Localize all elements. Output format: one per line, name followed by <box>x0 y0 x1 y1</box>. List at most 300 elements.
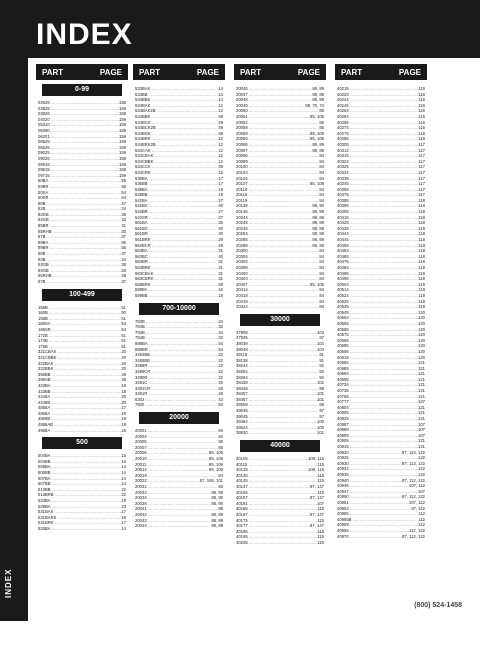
page-reference: 40 <box>218 253 223 259</box>
page-reference: 85, 106 <box>310 281 324 287</box>
part-number: 04020 ..... <box>38 117 119 123</box>
part-number: 40965 ..... <box>337 528 409 534</box>
part-number: 563CBAK ..... <box>135 271 218 277</box>
part-number: 534BBK ..... <box>135 114 218 120</box>
page-reference: 88, 89 <box>211 523 223 529</box>
part-number: 20303 ..... <box>236 259 319 265</box>
part-number: 784B ..... <box>135 324 218 330</box>
part-number: 37935 ..... <box>236 335 319 341</box>
page-reference: 84 <box>319 175 324 181</box>
page-reference: 117 <box>418 141 425 147</box>
page-reference: 88, 89 <box>312 220 324 226</box>
page-reference: 15 <box>121 458 126 464</box>
page-reference: 16 <box>121 427 126 433</box>
page-reference: 88, 89 <box>312 86 324 91</box>
page-reference: 51 <box>121 304 126 310</box>
part-number: 3483BB ..... <box>135 352 218 358</box>
part-number: 40254 ..... <box>337 108 418 114</box>
part-number: 40565 ..... <box>337 327 418 333</box>
page-reference: 48 <box>121 371 126 377</box>
part-number: 40495 ..... <box>337 276 418 282</box>
part-number: 20067 ..... <box>236 148 312 154</box>
page-reference: 15 <box>121 453 126 459</box>
part-number: 40555 ..... <box>337 321 418 327</box>
page-reference: 118 <box>418 225 425 231</box>
index-row <box>133 293 225 299</box>
part-number: 20265 ..... <box>236 237 312 243</box>
part-number: 534CAK ..... <box>135 148 218 154</box>
page-reference: 87, 113, 122 <box>402 460 425 466</box>
page-reference: 109, 115 <box>308 456 324 462</box>
part-number: 40950 ..... <box>337 494 402 500</box>
part-number: 40395 ..... <box>337 203 418 209</box>
page-reference: 85, 106 <box>209 456 223 462</box>
index-column <box>133 64 225 529</box>
part-number: 20246 ..... <box>236 226 312 232</box>
page-reference: 85 <box>319 125 324 131</box>
page-reference: 87, 147 <box>310 511 324 517</box>
part-number: 92B ..... <box>38 257 121 263</box>
part-number: 40155 ..... <box>236 490 317 496</box>
part-number: 06526 ..... <box>38 145 119 151</box>
part-number: 7500 ..... <box>135 402 218 408</box>
part-number: 534BRK2B ..... <box>135 142 218 148</box>
part-number: 396SB ..... <box>38 377 121 383</box>
page-reference: 31 <box>218 265 223 270</box>
part-number: 40485 ..... <box>337 271 418 277</box>
part-number: 40685 ..... <box>337 366 418 372</box>
part-number: 321CBBK ..... <box>38 355 121 361</box>
page-reference: 54 <box>121 189 126 195</box>
page-reference: 54 <box>121 326 126 332</box>
part-number: 3490CR ..... <box>135 369 218 375</box>
page-reference: 31 <box>218 270 223 276</box>
part-number: 95RHB ..... <box>38 273 121 279</box>
part-number: 794B ..... <box>135 335 218 341</box>
part-number: 20005 ..... <box>135 439 218 445</box>
page-reference: 159 <box>119 133 126 139</box>
part-number: 40315 ..... <box>337 153 418 159</box>
page-reference: 88, 90 <box>211 489 223 495</box>
page-reference: 55 <box>121 183 126 189</box>
part-number: 20424 ..... <box>236 304 319 310</box>
index-column <box>234 64 326 546</box>
part-number: 20104 ..... <box>236 176 319 182</box>
page-reference: 84 <box>319 169 324 175</box>
page-title: INDEX <box>36 18 133 51</box>
page-reference: 101 <box>317 391 324 397</box>
page-reference: 118 <box>418 253 425 259</box>
part-number: 40887 ..... <box>337 422 418 428</box>
column-header-part: PART <box>42 67 64 77</box>
part-number: 85BR ..... <box>38 223 121 229</box>
section-header: 100-499 <box>42 289 122 301</box>
page-reference: 30 <box>218 281 223 287</box>
page-reference: 85, 106 <box>209 450 223 456</box>
index-column <box>36 64 128 532</box>
page-reference: 116 <box>418 125 425 131</box>
page-reference: 28 <box>121 273 126 279</box>
page-reference: 159 <box>119 116 126 122</box>
column-header-part: PART <box>240 67 262 77</box>
part-number: 534BCK2B ..... <box>135 125 218 131</box>
page-reference: 49 <box>218 119 223 125</box>
page-reference: 88, 89 <box>312 225 324 231</box>
page-reference: 40 <box>218 225 223 231</box>
page-reference: 117 <box>418 164 425 170</box>
part-number: 40312 ..... <box>337 148 418 154</box>
part-number: 38508 ..... <box>236 402 319 408</box>
page-reference: 119 <box>418 276 425 282</box>
page-reference: 12 <box>218 147 223 153</box>
page-reference: 118 <box>418 209 425 215</box>
page-reference: 120 <box>418 343 425 349</box>
page-reference: 97 <box>319 335 324 341</box>
page-reference: 121 <box>418 371 425 377</box>
page-reference: 84 <box>319 186 324 192</box>
page-reference: 22 <box>218 374 223 380</box>
part-number: 20060 ..... <box>236 136 310 142</box>
part-number: 38138 ..... <box>236 358 319 364</box>
part-number: 20288 ..... <box>236 243 312 249</box>
page-reference: 19 <box>121 498 126 503</box>
index-row <box>234 304 326 310</box>
page-reference: 116 <box>418 119 425 125</box>
page-reference: 84 <box>319 298 324 304</box>
part-number: 40524 ..... <box>337 293 418 299</box>
part-number: 40105 ..... <box>236 456 308 462</box>
part-number: 40955 ..... <box>337 511 418 517</box>
part-number: 38118 ..... <box>236 352 319 358</box>
part-number: 82B ..... <box>38 206 121 212</box>
page-reference: 120 <box>418 332 425 338</box>
part-number: 542BC ..... <box>135 203 218 209</box>
page-reference: 87, 147 <box>310 523 324 529</box>
part-number: 3485BB ..... <box>135 358 218 364</box>
part-number: 20008 ..... <box>135 450 209 456</box>
page-reference: 14 <box>218 91 223 97</box>
part-number: 40205 ..... <box>236 540 317 546</box>
part-number: 40734 ..... <box>337 382 418 388</box>
page-reference: 121 <box>418 360 425 366</box>
part-number: 542BR ..... <box>135 209 218 215</box>
page-reference: 119 <box>418 292 425 298</box>
part-number: 563BRK ..... <box>135 265 218 271</box>
part-number: 20041 ..... <box>135 506 218 512</box>
page-reference: 23 <box>121 503 126 509</box>
page-reference: 84 <box>319 292 324 298</box>
page-reference: 118 <box>418 231 425 237</box>
column-header <box>133 64 225 80</box>
column-header-page: PAGE <box>99 67 122 77</box>
page-reference: 92 <box>319 374 324 380</box>
page-reference: 115 <box>317 534 324 540</box>
part-number: 40215 ..... <box>337 86 418 92</box>
column-header <box>234 64 326 80</box>
page-reference: 119 <box>418 298 425 304</box>
part-number: 38254 ..... <box>236 369 319 375</box>
part-number: 40405 ..... <box>337 209 418 215</box>
page-reference: 159 <box>119 111 126 117</box>
part-number: 40444 ..... <box>337 231 418 237</box>
page-reference: 115 <box>317 461 324 467</box>
part-number: 542SR ..... <box>135 215 218 221</box>
part-number: 20116 ..... <box>236 192 319 198</box>
section-header: 0-99 <box>42 84 122 96</box>
part-number: 40125 ..... <box>236 467 308 473</box>
part-number: 93GB ..... <box>38 262 121 268</box>
page-reference: 31 <box>218 276 223 282</box>
part-number: 4448A ..... <box>38 394 121 400</box>
page-reference: 55 <box>121 178 126 184</box>
part-number: 533BB ..... <box>135 92 218 98</box>
part-number: 3491R ..... <box>135 391 218 397</box>
page-reference: 27 <box>218 197 223 203</box>
column-header-part: PART <box>341 67 363 77</box>
part-number: 40275 ..... <box>337 131 418 137</box>
part-number: 38448 ..... <box>236 386 319 392</box>
page-reference: 16 <box>218 287 223 293</box>
part-number: 40185 ..... <box>236 529 317 535</box>
page-reference: 159 <box>119 172 126 178</box>
part-number: 20042 ..... <box>135 512 211 518</box>
part-number: 40455 ..... <box>337 243 418 249</box>
page-reference: 117 <box>418 192 425 198</box>
page-reference: 17 <box>121 509 126 515</box>
part-number: 534BGK ..... <box>135 131 218 137</box>
part-number: 40135 ..... <box>236 473 317 479</box>
part-number: 40285 ..... <box>337 136 418 142</box>
page-reference: 116 <box>418 108 425 114</box>
part-number: 534BRK ..... <box>135 136 218 142</box>
page-reference: 87, 112, 122 <box>402 477 425 483</box>
page-reference: 116 <box>317 539 324 545</box>
page-reference: 91 <box>319 352 324 358</box>
page-reference: 19 <box>121 410 126 416</box>
page-reference: 37 <box>121 200 126 206</box>
page-reference: 85, 106 <box>310 136 324 142</box>
part-number: 423BA ..... <box>38 383 121 389</box>
page-reference: 84 <box>319 192 324 198</box>
page-reference: 100 <box>317 424 324 430</box>
page-reference: 19 <box>121 416 126 422</box>
page-reference: 116 <box>418 136 425 142</box>
page-reference: 54 <box>121 321 126 327</box>
part-number: 40177 ..... <box>236 523 310 529</box>
page-reference: 121 <box>418 438 425 444</box>
part-number: 40915 ..... <box>337 444 418 450</box>
part-number: 172B ..... <box>38 333 121 339</box>
page-reference: 14 <box>121 475 126 481</box>
page-reference: 119 <box>418 287 425 293</box>
page-reference: 84 <box>319 270 324 276</box>
part-number: 529BA ..... <box>38 504 121 510</box>
part-number: 20146 ..... <box>236 209 312 215</box>
page-reference: 118 <box>418 197 425 203</box>
page-reference: 20 <box>121 394 126 400</box>
page-reference: 116 <box>418 86 425 91</box>
page-reference: 12 <box>218 141 223 147</box>
page-reference: 87, 147 <box>310 484 324 489</box>
part-number: 09715 ..... <box>38 173 119 179</box>
page-reference: 117 <box>418 181 425 187</box>
part-number: 40605 ..... <box>337 349 418 355</box>
page-reference: 120 <box>418 315 425 321</box>
section-header: 40000 <box>240 440 320 452</box>
part-number: 523BA ..... <box>38 498 121 504</box>
page-reference: 85, 106 <box>310 130 324 136</box>
part-number: 4858A ..... <box>38 405 121 411</box>
index-row <box>133 402 225 408</box>
page-reference: 12 <box>218 153 223 159</box>
page-reference: 32 <box>218 324 223 330</box>
page-reference: 116 <box>418 97 425 103</box>
part-number: 20010 ..... <box>135 456 209 462</box>
page-reference: 103 <box>317 329 324 335</box>
page-reference: 121 <box>418 393 425 399</box>
part-number: 50BR ..... <box>38 184 121 190</box>
part-number: 39524 ..... <box>236 425 317 431</box>
page-reference: 120 <box>418 326 425 332</box>
page-reference: 84 <box>319 253 324 259</box>
part-number: 536BA ..... <box>135 176 218 182</box>
part-number: 20043 ..... <box>135 518 211 524</box>
part-number: 20038 ..... <box>135 501 211 507</box>
part-number: 20099 ..... <box>236 159 319 165</box>
page-reference: 112 <box>418 511 425 517</box>
part-number: 4888AB ..... <box>38 422 121 428</box>
part-number: 168SR ..... <box>38 327 121 333</box>
part-number: 531BAK ..... <box>38 509 121 515</box>
page-reference: 20 <box>121 360 126 366</box>
page-reference: 29 <box>218 237 223 243</box>
part-number: 50SA ..... <box>38 190 121 196</box>
page-reference: 37 <box>121 279 126 284</box>
part-number: 50BA ..... <box>38 178 121 184</box>
page-reference: 88, 89 <box>312 242 324 248</box>
page-reference: 97 <box>319 408 324 414</box>
section-header: 20000 <box>139 412 219 424</box>
part-number: 40665 ..... <box>337 360 418 366</box>
part-number: 06201 ..... <box>38 134 119 140</box>
page-reference: 117 <box>418 175 425 181</box>
part-number: 6302 ..... <box>135 397 218 403</box>
page-reference: 88, 90 <box>312 203 324 209</box>
page-reference: 159 <box>119 150 126 156</box>
part-number: 09025 ..... <box>38 150 119 156</box>
part-number: 40554 ..... <box>337 315 418 321</box>
part-number: 38038 ..... <box>236 341 317 347</box>
page-reference: 91 <box>319 357 324 363</box>
page-reference: 27 <box>218 209 223 215</box>
part-number: 40514 ..... <box>337 287 418 293</box>
part-number: 40415 ..... <box>337 215 418 221</box>
part-number: 563BA ..... <box>135 248 218 254</box>
page-reference: 34 <box>218 318 223 324</box>
index-row <box>133 523 225 529</box>
page-reference: 88, 89 <box>312 231 324 237</box>
part-number: 38048 ..... <box>236 347 317 353</box>
part-number: 534BAK2B ..... <box>135 108 218 114</box>
part-number: 39530 ..... <box>236 430 317 436</box>
part-number: 06525 ..... <box>38 139 119 145</box>
page-reference: 92 <box>319 363 324 369</box>
page-reference: 84 <box>319 248 324 254</box>
page-reference: 84 <box>218 472 223 478</box>
page-reference: 50 <box>121 310 126 316</box>
page-reference: 118 <box>418 242 425 248</box>
part-number: 09615 ..... <box>38 167 119 173</box>
part-number: 534BCK ..... <box>135 120 218 126</box>
page-reference: 84 <box>319 304 324 310</box>
part-number: 84GB ..... <box>38 217 121 223</box>
part-number: 506BA ..... <box>38 464 121 470</box>
part-number: 20022 ..... <box>135 478 200 484</box>
page-reference: 54 <box>121 195 126 201</box>
page-reference: 120 <box>418 348 425 354</box>
part-number: 533BBK ..... <box>135 97 218 103</box>
page-reference: 159 <box>119 122 126 128</box>
page-reference: 158 <box>119 161 126 167</box>
page-reference: 14 <box>121 481 126 487</box>
page-reference: 36 <box>121 262 126 268</box>
page-reference: 112 <box>418 522 425 528</box>
page-reference: 49 <box>218 125 223 131</box>
page-reference: 26 <box>218 391 223 397</box>
part-number: 176B ..... <box>38 344 121 350</box>
page-reference: 85 <box>319 108 324 114</box>
page-reference: 115 <box>317 489 324 495</box>
part-number: 38457 ..... <box>236 391 317 397</box>
part-number: 40161 ..... <box>236 501 317 507</box>
part-number: 06090 ..... <box>38 128 119 134</box>
part-number: 20014 ..... <box>135 467 209 473</box>
page-reference: 31 <box>218 259 223 265</box>
page-reference: 29 <box>218 242 223 248</box>
part-number: 40175 ..... <box>236 518 317 524</box>
page-reference: 14 <box>218 97 223 103</box>
page-reference: 26 <box>218 385 223 391</box>
page-reference: 17 <box>121 405 126 411</box>
page-reference: 88, 89 <box>211 511 223 517</box>
page-reference: 102 <box>317 380 324 386</box>
page-reference: 14 <box>121 464 126 470</box>
part-number: 40777 ..... <box>337 399 418 405</box>
page-reference: 16 <box>218 292 223 298</box>
page-reference: 36 <box>121 211 126 217</box>
page-reference: 54 <box>218 346 223 352</box>
page-reference: 88, 89 <box>312 141 324 147</box>
part-number: 40930 ..... <box>337 461 402 467</box>
part-number: 174B ..... <box>38 338 121 344</box>
part-number: 40615 ..... <box>337 355 418 361</box>
page-reference: 88, 90 <box>211 495 223 501</box>
part-number: 05310 ..... <box>38 122 119 128</box>
part-number: 20244 ..... <box>236 215 312 221</box>
part-number: 40959 ..... <box>337 522 418 528</box>
part-number: 533BAK ..... <box>135 86 218 92</box>
part-number: 158B ..... <box>38 305 121 311</box>
page-reference: 18 <box>121 422 126 428</box>
part-number: 40195 ..... <box>236 534 317 540</box>
part-number: 40157 ..... <box>236 495 310 501</box>
page-reference: 84 <box>319 287 324 293</box>
part-number: 20066 ..... <box>236 142 312 148</box>
part-number: 322BAK ..... <box>38 361 121 367</box>
part-number: 20033 ..... <box>135 490 211 496</box>
page-reference: 12 <box>218 169 223 175</box>
page-reference: 119 <box>418 304 425 310</box>
